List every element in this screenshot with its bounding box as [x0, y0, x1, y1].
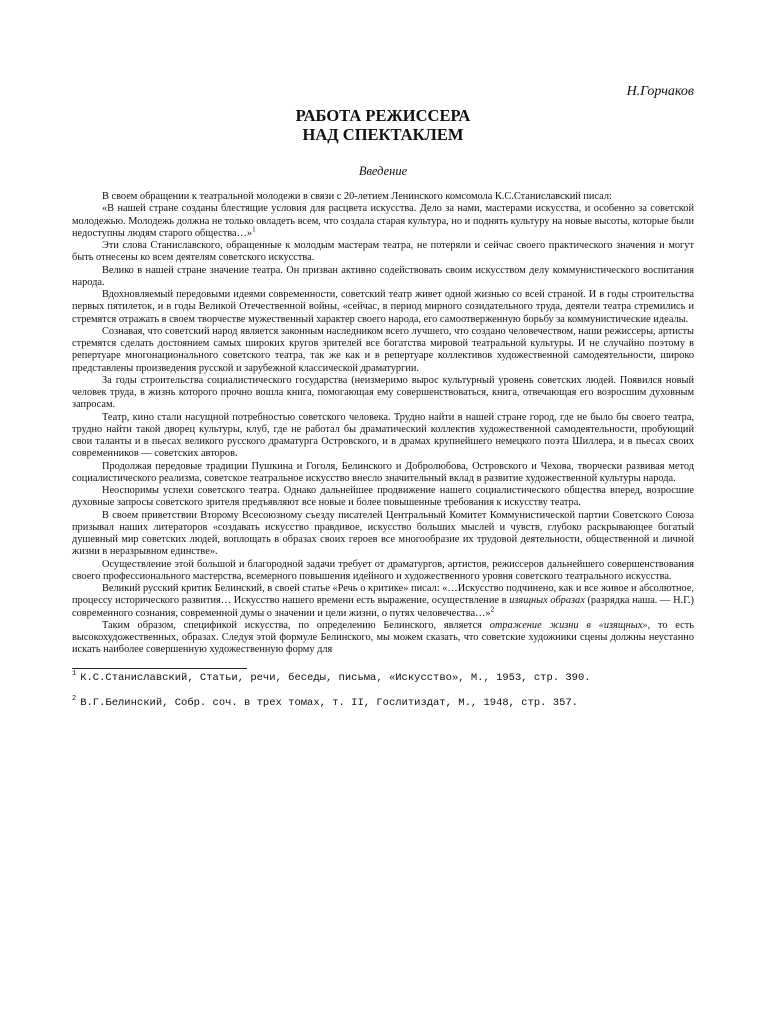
paragraph-text: Великий русский критик Белинский, в своей статье «Речь о критике» писал: «…Искусство подчинено, как и все живое и абсолютное, процессу исторического развития… Искусство нашего времени есть выражение, осуществление в: [72, 583, 694, 607]
paragraph: [72, 265, 694, 290]
paragraph-text: Сознавая, что советский народ является законным наследником всего лучшего, что создано человечеством, наши режиссеры, артисты стремятся сделать достоянием самых широких кругов зрителей все богатства мировой театральной культуры. И не случайно поэтому в репертуаре многонационального советского театра, так же как и в репертуаре коллективов художественной самодеятельности, широко представлены произведения русской и зарубежной классической драматургии.: [72, 325, 694, 374]
body-text: [72, 191, 694, 657]
paragraph: [72, 326, 694, 375]
paragraph-text: Театр, кино стали насущной потребностью советского человека. Трудно найти в нашей стране город, где не было бы своего театра, трудно найти такой дворец культуры, клуб, где не работал бы драматический коллектив художественной самодеятельности, пробующий свои таланты и в пьесах великого русского драматурга Островского, и в драмах крупнейшего немецкого поэта Шиллера, и в пьесах своих современников — советских авторов.: [72, 411, 694, 460]
paragraph-text: Велико в нашей стране значение театра. Он призван активно содействовать своим искусством делу коммунистического воспитания народа.: [72, 264, 694, 288]
paragraph-text: Осуществление этой большой и благородной задачи требует от драматургов, артистов, режиссеров дальнейшего совершенствования своего профессионального мастерства, всемерного повышения идейного и художественного уровня советского театрального искусства.: [72, 558, 694, 582]
document-title-line-2: НАД СПЕКТАКЛЕМ: [302, 125, 464, 144]
paragraph: [72, 289, 694, 326]
paragraph-text: Неоспоримы успехи советского театра. Однако дальнейшее продвижение нашего социалистического общества вперед, возросшие духовные запросы советского зрителя предъявляют все новые и более повышенные требования к искусству театра.: [72, 485, 694, 509]
document-title-line-1: РАБОТА РЕЖИССЕРА: [295, 106, 471, 125]
footnote-text: К.С.Станиславский, Статьи, речи, беседы, письма, «Искусство», М., 1953, стр. 390.: [80, 671, 591, 684]
footnote-text: В.Г.Белинский, Собр. соч. в трех томах, т. II, Гослитиздат, М., 1948, стр. 357.: [80, 696, 578, 709]
paragraph: [72, 203, 694, 240]
paragraph-text: В своем приветствии Второму Всесоюзному съезду писателей Центральный Комитет Коммунистической партии Советского Союза призывал наших литераторов «создавать искусство правдивое, искусство больших мыслей и чувств, глубоко раскрывающее богатый душевный мир советских людей, воплощать в образах своих героев все многообразие их трудовой деятельности, общественной и личной жизни в неразрывном единстве».: [72, 509, 694, 558]
footnotes: [72, 670, 694, 712]
footnote-reference: 1: [252, 225, 256, 234]
paragraph-text: Эти слова Станиславского, обращенные к молодым мастерам театра, не потеряли и сейчас своего практического значения и могут быть отнесены ко всем деятелям советского искусства.: [72, 240, 694, 264]
paragraph-text: За годы строительства социалистического государства (неизмеримо вырос культурный уровень советских людей. Появился новый человек труда, в жизнь которого прочно вошла книга, помогающая ему совершенствоваться, книга, отвечающая его возросшим духовным запросам.: [72, 374, 694, 411]
emphasis-text: отражение жизни в «изящных»: [489, 619, 648, 631]
paragraph-text: Таким образом, спецификой искусства, по определению Белинского, является: [102, 619, 490, 631]
section-title: Введение: [358, 164, 408, 178]
footnote-reference: 2: [490, 605, 495, 614]
paragraph: [72, 375, 694, 412]
paragraph-text: , то есть высокохудожественных, образах. Следуя этой формуле Белинского, мы можем сказать, что советские художники сцены должны неустанно искать наиболее совершенную художественную форму для: [72, 619, 694, 656]
paragraph: [72, 583, 694, 620]
paragraph-text: В своем обращении к театральной молодежи в связи с 20-летием Ленинского комсомола К.С.Станиславский писал:: [102, 191, 612, 202]
paragraph: [72, 485, 694, 510]
paragraph: [72, 461, 694, 486]
footnote-number: 1: [72, 670, 77, 678]
paragraph: [72, 620, 694, 657]
paragraph-text: «В нашей стране созданы блестящие условия для расцвета искусства. Дело за нами, мастерами искусства, и особенно за советской молодежью. Молодежь должна не только овладеть всем, что создала старая культура, но и поднять культуру на новые высоты, которые были недоступны людям старого общества…»: [72, 203, 694, 239]
footnote-separator: [72, 668, 247, 669]
paragraph-text: (разрядка наша. — Н.Г.) современного сознания, современной думы о значении и цели жизни, о путях человечества…»: [72, 595, 694, 619]
footnote: [72, 670, 694, 687]
footnote: [72, 695, 694, 712]
paragraph: [72, 240, 694, 265]
paragraph: [72, 412, 694, 461]
author-name: Н.Горчаков: [626, 84, 694, 99]
paragraph: [72, 191, 694, 203]
paragraph: [72, 559, 694, 584]
footnote-number: 2: [72, 695, 77, 703]
paragraph-text: Вдохновляемый передовыми идеями современности, советский театр живет одной жизнью со всей страной. И в годы строительства первых пятилеток, и в годы Великой Отечественной войны, «сейчас, в период мирного созидательного труда, деятели театра стремились и стремятся отражать в своем творчестве мужественный характер своего народа, его самоотверженную борьбу за коммунистические идеалы.: [72, 289, 694, 325]
emphasis-text: изящных образах: [509, 595, 585, 607]
paragraph-text: Продолжая передовые традиции Пушкина и Гоголя, Белинского и Добролюбова, Островского и Чехова, творчески развивая метод социалистического реализма, советское театральное искусство внесло значительный вклад в развитие художественной культуры народа.: [72, 460, 694, 484]
document-page: [72, 84, 694, 720]
paragraph: [72, 510, 694, 559]
